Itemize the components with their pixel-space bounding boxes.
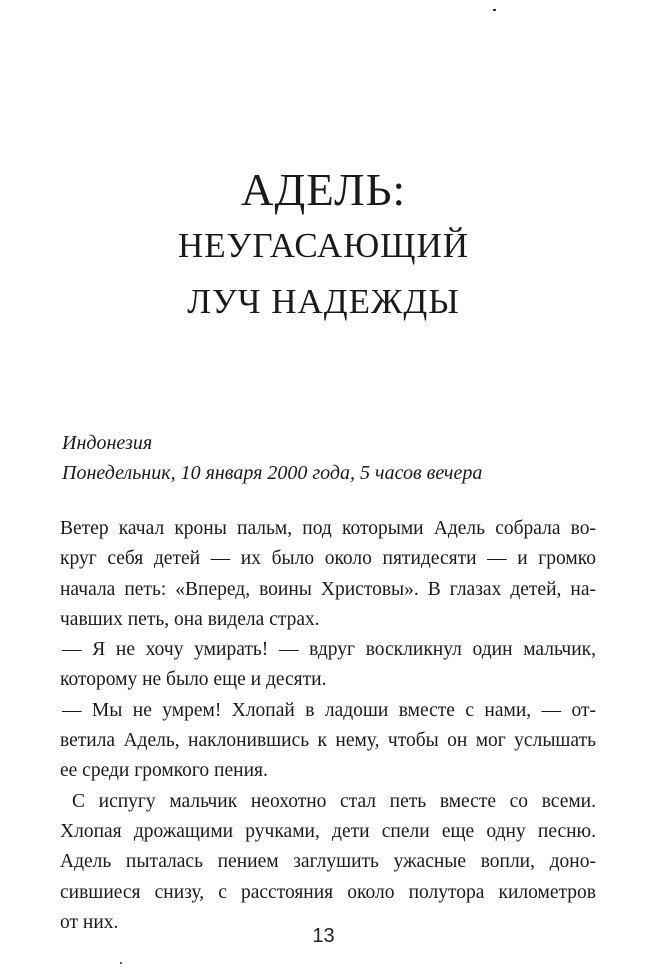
- text-line: круг себя детей — их было около пятидесяти — и громко: [60, 548, 596, 570]
- body-text: [60, 514, 596, 938]
- dateline-place: Индонезия: [62, 432, 153, 454]
- text-line: Хлопая дрожащими ручками, дети спели еще одну песню.: [60, 820, 596, 842]
- text-line: Адель пыталась пением заглушить ужасные вопли, доно-: [60, 851, 596, 873]
- page-number: 13: [312, 925, 335, 947]
- text-line: чавших петь, она видела страх.: [60, 608, 320, 630]
- text-line: — Мы не умрем! Хлопай в ладоши вместе с нами, — от-: [62, 699, 596, 721]
- print-speck: [493, 9, 496, 11]
- text-line: — Я не хочу умирать! — вдруг воскликнул один мальчик,: [62, 639, 596, 661]
- chapter-title-line-2: НЕУГАСАЮЩИЙ: [177, 226, 470, 265]
- dateline-datetime: Понедельник, 10 января 2000 года, 5 часов вечера: [62, 462, 483, 484]
- text-line: Ветер качал кроны пальм, под которыми Адель собрала во-: [60, 518, 596, 539]
- chapter-title-line-3: ЛУЧ НАДЕЖДЫ: [187, 282, 460, 321]
- chapter-title-line-1: АДЕЛЬ:: [241, 165, 406, 215]
- text-line: ее среди громкого пения.: [60, 760, 268, 782]
- print-speck: [120, 962, 122, 964]
- text-line: которому не было еще и десяти.: [60, 669, 327, 691]
- text-line: ветила Адель, наклонившись к нему, чтобы он мог услышать: [60, 730, 596, 752]
- text-line: начала петь: «Вперед, воины Христовы». В глазах детей, на-: [60, 578, 596, 600]
- text-line: С испугу мальчик неохотно стал петь вместе со всеми.: [72, 790, 596, 812]
- text-line: сившиеся снизу, с расстояния около полутора километров: [60, 881, 596, 903]
- text-line: от них.: [60, 911, 119, 933]
